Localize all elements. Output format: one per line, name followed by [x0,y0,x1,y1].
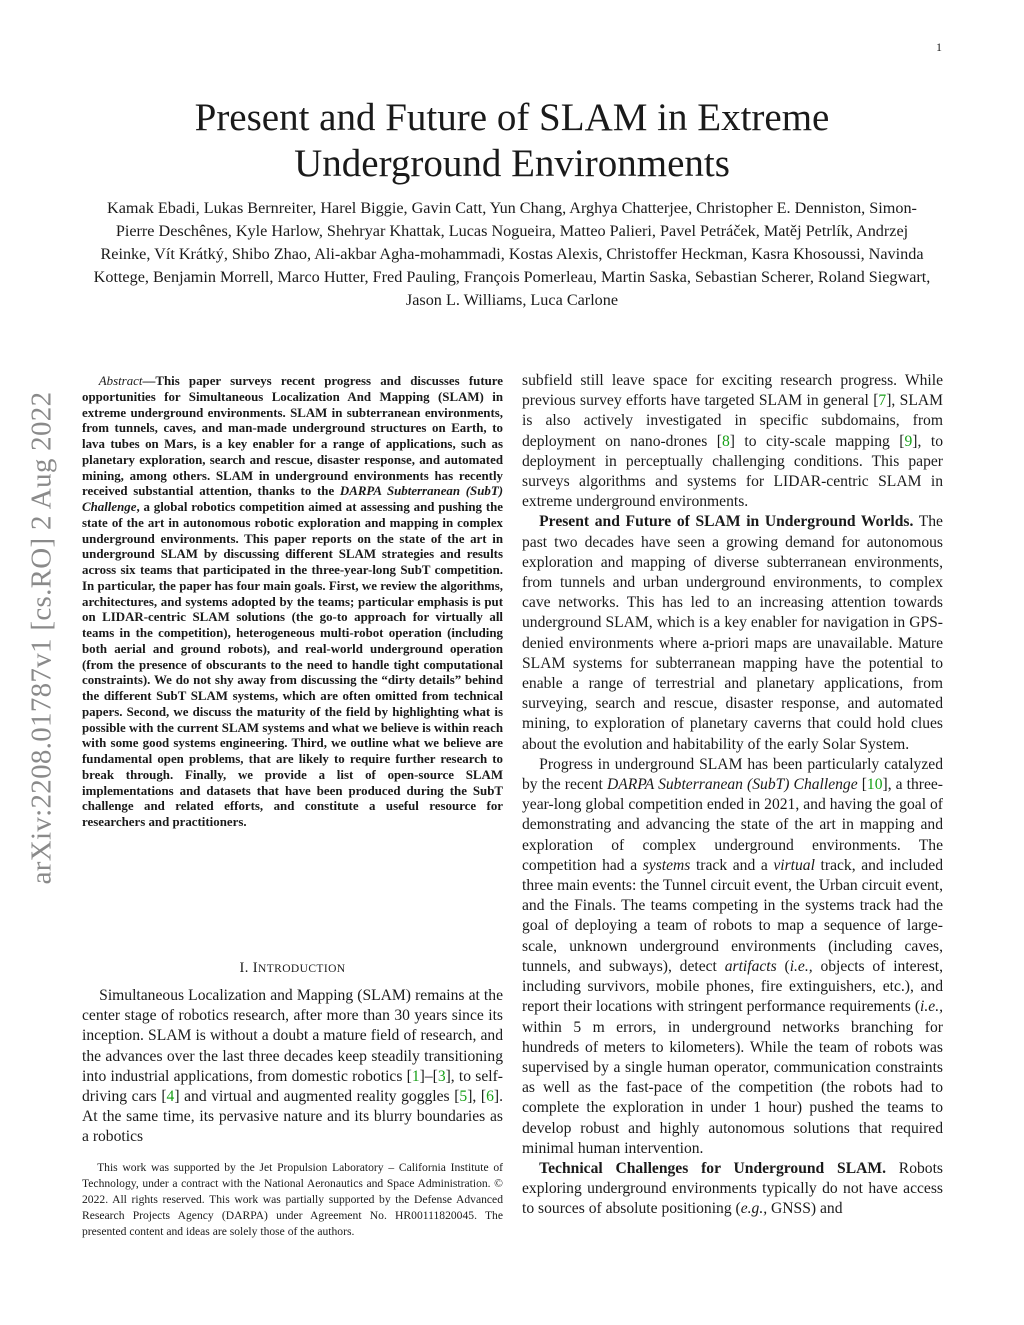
body-text: ( [776,957,790,975]
arxiv-id: arXiv:2208.01787v1 [cs.RO] 2 Aug 2022 [25,391,58,885]
italic-text: e.g., [740,1200,768,1218]
italic-text: i.e., [920,998,943,1016]
paragraph-heading: Technical Challenges for Underground SLAM. [539,1159,886,1177]
citation-link[interactable]: 4 [166,1088,175,1106]
paragraph-technical-challenges [522,1159,943,1220]
body-text: ], to deployment in perceptually challenging conditions. This paper surveys algorithms and systems for LIDAR-centric SLAM in extreme underground environments. [522,432,943,511]
citation-link[interactable]: 1 [411,1067,420,1085]
paragraph-survey [522,371,943,512]
citation-link[interactable]: 9 [904,432,913,450]
paper-title: Present and Future of SLAM in Extreme Underground Environments [194,96,830,185]
intro-text: ], to self-driving cars [ [82,1067,503,1106]
body-text: ], SLAM is also actively investigated in specific subdomains, from deployment on nano-drones [ [522,392,943,450]
funding-footnote: This work was supported by the Jet Propulsion Laboratory – California Institute of Technology, under a contract with the National Aeronautics and Space Administration. © 2022. All rights reserved. This work was partially supported by the Defense Advanced Research Projects Agency (DARPA) under Agreement No. HR00111820045. The presented content and ideas are solely those of the authors. [82,1161,503,1238]
abstract-darpa-name: DARPA Subterranean (SubT) Challenge [82,484,503,514]
page-number: 1 [936,40,942,54]
intro-text: ]. At the same time, its pervasive nature and its blurry boundaries as a robotics [82,1088,503,1146]
body-text: Progress in underground SLAM has been particularly catalyzed by the recent [522,755,943,794]
body-text: The past two decades have seen a growing demand for autonomous exploration and mapping of diverse subterranean environments, from tunnels and urban underground environments, to complex cave networks. This has led to an increasing attention towards underground SLAM, which is a key enabler for navigation in GPS-denied environments where a-priori maps are unavailable. Mature SLAM systems for subterranean mapping have the potential to enable a range of terrestrial and planetary applications, from surveying, search and rescue, disaster response, and automated mining, to exploration of planetary caverns that could hold clues about the evolution and habitability of the early Solar System. [522,513,943,753]
body-text: GNSS) and [767,1200,843,1218]
italic-text: systems [642,856,691,874]
abstract-text-1: This paper surveys recent progress and discusses future opportunities for Simultaneous Localization And Mapping (SLAM) in extreme underground environments. SLAM in subterranean environments, from tunnels, caves, and man-made underground structures on Earth, to lava tubes on Mars, is a key enabler for a range of applications, such as planetary exploration, search and rescue, disaster response, and automated mining, among others. SLAM in underground environments has recently received substantial attention, thanks to the [82,374,503,499]
paragraph-present-future [522,512,943,754]
abstract-label: Abstract [98,374,143,388]
citation-link[interactable]: 7 [878,392,887,410]
body-text: track, and included three main events: the Tunnel circuit event, the Urban circuit event, and the Finals. The teams competing in the systems track had the goal of deploying a team of robots to map a sequence of large-scale, unknown underground environments (including caves, tunnels, and subways), detect [522,856,944,975]
section-numeral: I. [239,960,249,976]
citation-link[interactable]: 6 [486,1088,494,1106]
citation-link[interactable]: 3 [437,1067,446,1085]
paragraph-darpa-progress [522,755,943,1159]
abstract-text-2: , a global robotics competition aimed at assessing and pushing the state of the art in autonomous robotic exploration and mapping in complex underground environments. This paper reports on the state of the art in underground SLAM by discussing different SLAM strategies and results across six teams that participated in the three-year-long SubT competition. In particular, the paper has four main goals. First, we review the algorithms, architectures, and systems adopted by the teams; particular emphasis is put on LIDAR-centric SLAM solutions (the go-to approach for virtually all teams in the competition), heterogeneous multi-robot operation (including both aerial and ground robots), and real-world underground operation (from the presence of obscurants to the need to handle tight computational constraints). We do not shy away from discussing the “dirty details” behind the different SubT SLAM systems, which are often omitted from technical papers. Second, we discuss the maturity of the field by highlighting what is possible with the current SLAM systems and what we believe is within reach with some good systems engineering. Third, we outline what we believe are fundamental open problems, that are likely to require further research to break through. Finally, we provide a list of open-source SLAM implementations and datasets that have been produced during the SubT challenge and related efforts, and constitute a useful resource for researchers and practitioners. [82,500,503,829]
body-text: ], a three-year-long global competition ended in 2021, and having the goal of demonstrating and advancing the state of the art in mapping and exploration of complex underground environments. The competition had a [522,776,944,874]
italic-text: i.e., [789,957,813,975]
body-text: Robots exploring underground environments typically do not have access to sources of absolute positioning ( [522,1159,943,1218]
body-text: track and a [690,856,774,874]
italic-text: DARPA Subterranean (SubT) Challenge [606,776,858,794]
intro-text: ] and virtual and augmented reality goggles [ [174,1088,460,1106]
abstract [82,374,503,831]
intro-paragraph [82,986,503,1148]
citation-link[interactable]: 5 [459,1088,468,1106]
author-list: Kamak Ebadi, Lukas Bernreiter, Harel Biggie, Gavin Catt, Yun Chang, Arghya Chatterjee, Christopher E. Denniston, Simon-Pierre Deschênes, Kyle Harlow, Shehryar Khattak, Lucas Nogueira, Matteo Palieri, Pavel Petráček, Matěj Petrlík, Andrzej Reinke, Vít Krátký, Shibo Zhao, Ali-akbar Agha-mohammadi, Kostas Alexis, Christoffer Heckman, Kasra Khosoussi, Navinda Kottege, Benjamin Morrell, Marco Hutter, Fred Pauling, François Pomerleau, Martin Saska, Sebastian Scherer, Roland Siegwart, Jason L. Williams, Luca Carlone [93,199,931,309]
intro-text: ], [ [467,1088,487,1106]
section-title-rest: NTRODUCTION [258,963,346,975]
right-column [522,371,943,1220]
intro-text: Simultaneous Localization and Mapping (SLAM) remains at the center stage of robotics research, after more than 30 years since its inception. SLAM is without a doubt a mature field of research, and the advances over the last three decades keep steadily transitioning into industrial applications, from domestic robotics [ [82,987,503,1085]
body-text: objects of interest, including survivors, mobile phones, fire extinguishers, etc.), and report their locations with stringent performance requirements ( [522,957,943,1016]
paragraph-heading: Present and Future of SLAM in Underground Worlds. [539,513,914,531]
italic-text: artifacts [724,957,777,975]
body-text: within 5 m errors, in underground networks branching for hundreds of meters to kilometers). While the team of robots was supervised by a single human operator, communication constraints as well as the fast-pace of the competition (the robots had to complete the exploration in under 1 hour) pushed the teams to develop robust and highly autonomous solutions that required minimal human intervention. [522,1018,943,1157]
abstract-dash: — [142,374,156,388]
body-text: [ [857,776,867,794]
intro-text: ]–[ [419,1067,438,1085]
section-heading-introduction [82,960,503,977]
body-text: subfield still leave space for exciting research progress. While previous survey efforts have targeted SLAM in general [ [522,372,943,410]
citation-link[interactable]: 10 [866,776,883,794]
body-text: ] to city-scale mapping [ [729,432,905,450]
italic-text: virtual [773,856,815,874]
citation-link[interactable]: 8 [721,432,730,450]
section-initial: I [252,960,259,976]
